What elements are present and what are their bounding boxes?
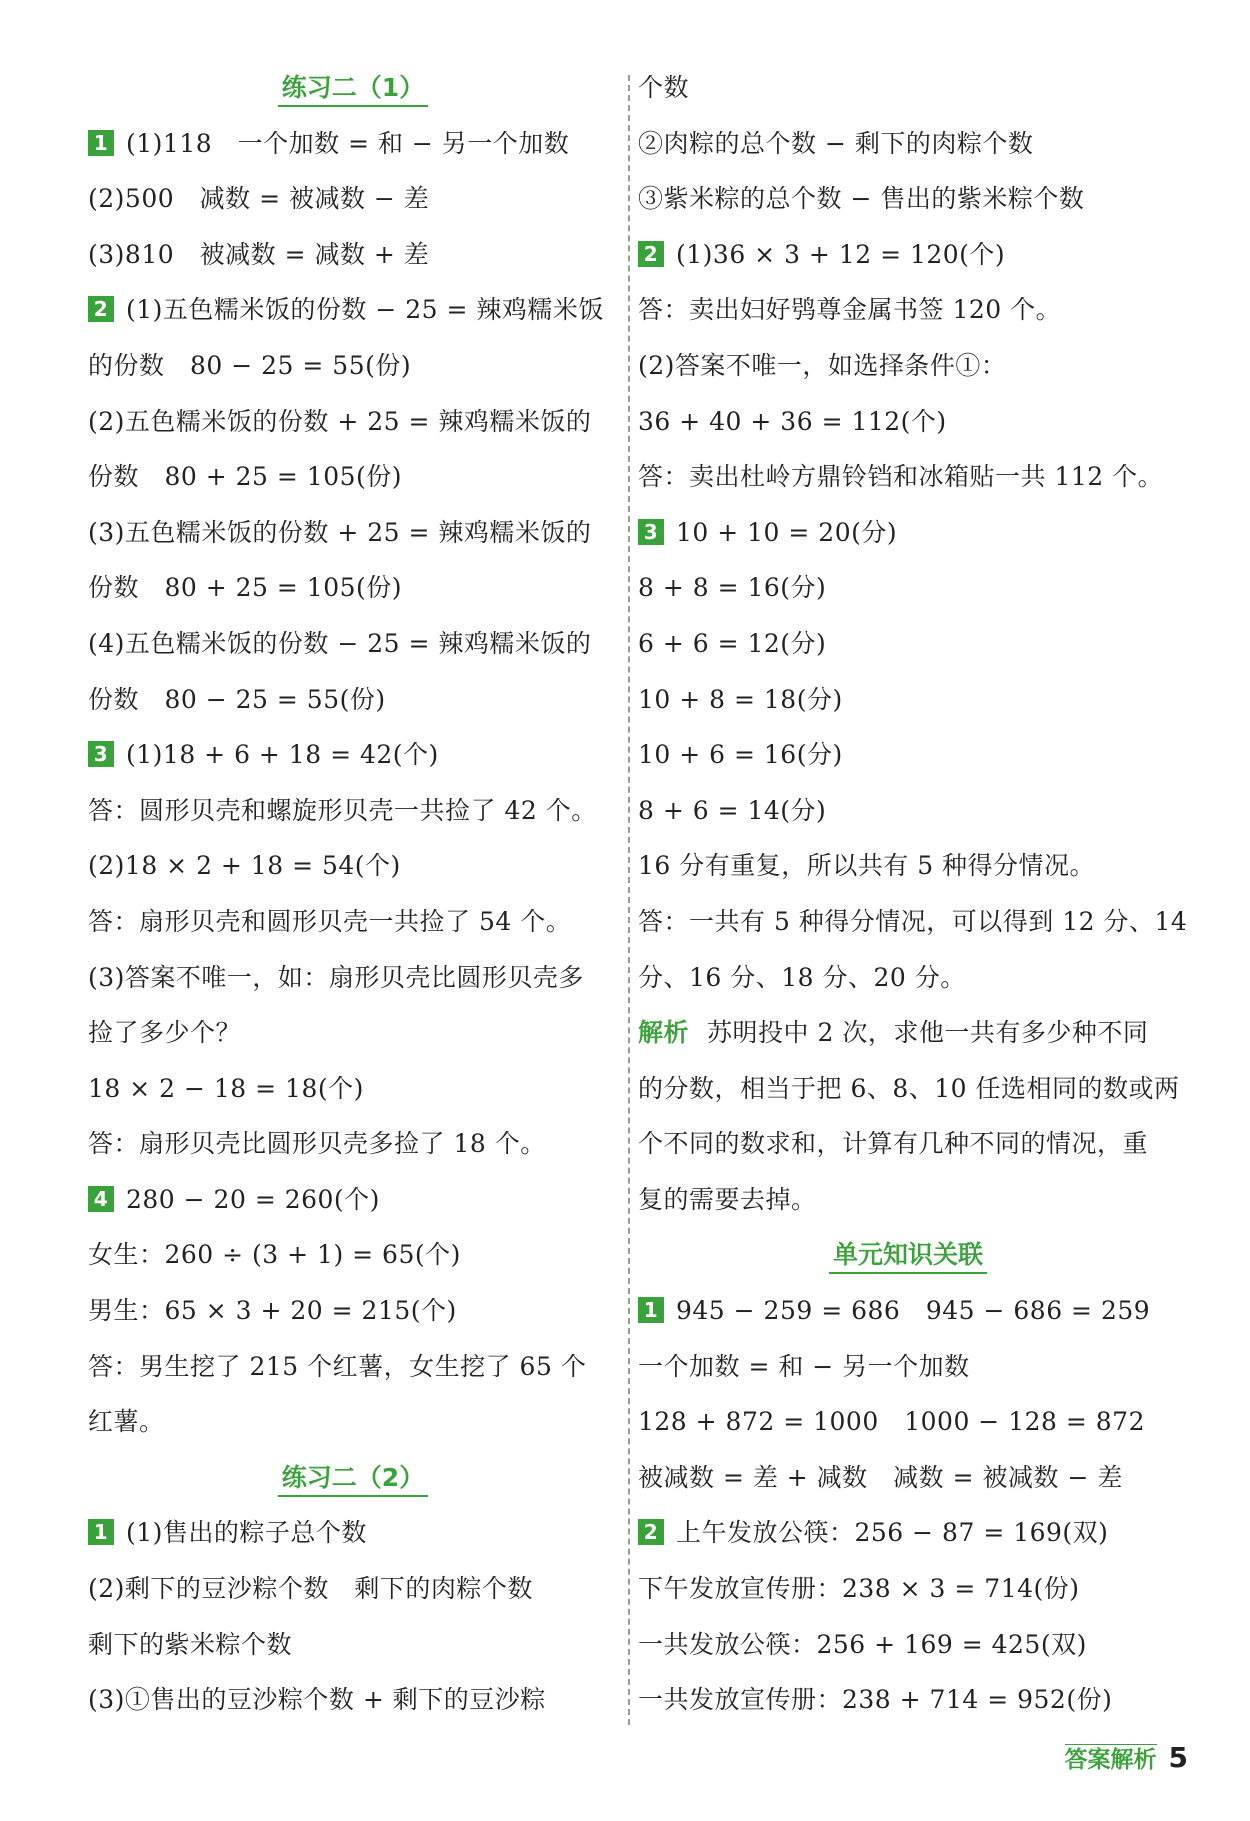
answer-line: (3)五色糯米饭的份数 + 25 = 辣鸡糯米饭的	[88, 517, 592, 547]
answer-line: 男生：65 × 3 + 20 = 215(个)	[88, 1296, 457, 1326]
question-badge: 1	[88, 130, 114, 156]
answer-line: 答：卖出妇好鸮尊金属书签 120 个。	[638, 295, 1062, 325]
answer-line: 剩下的紫米粽个数	[88, 1629, 293, 1659]
answer-line: 3 10 + 10 = 20(分)	[638, 505, 1178, 561]
answer-line: 1 (1)118 一个加数 = 和 − 另一个加数	[88, 116, 618, 172]
answer-line: 2 上午发放公筷：256 − 87 = 169(双)	[638, 1505, 1178, 1561]
answer-line: 份数 80 + 25 = 105(份)	[88, 573, 403, 603]
question-badge: 2	[88, 296, 114, 322]
answer-line: (2)五色糯米饭的份数 + 25 = 辣鸡糯米饭的	[88, 406, 592, 436]
answer-line: 4 280 − 20 = 260(个)	[88, 1172, 618, 1228]
question-badge: 1	[88, 1519, 114, 1545]
answer-line: 份数 80 + 25 = 105(份)	[88, 462, 403, 492]
answer-line: (4)五色糯米饭的份数 − 25 = 辣鸡糯米饭的	[88, 628, 592, 658]
question-badge: 3	[638, 519, 664, 545]
answer-line: 答：一共有 5 种得分情况，可以得到 12 分、14	[638, 906, 1188, 936]
answer-line: 答：扇形贝壳比圆形贝壳多捡了 18 个。	[88, 1129, 546, 1159]
answer-line: 答：圆形贝壳和螺旋形贝壳一共捡了 42 个。	[88, 795, 597, 825]
answer-line: 下午发放宣传册：238 × 3 = 714(份)	[638, 1574, 1080, 1604]
answer-line: 1 (1)售出的粽子总个数	[88, 1505, 618, 1561]
answer-line: 36 + 40 + 36 = 112(个)	[638, 406, 947, 436]
analysis-line: 的分数，相当于把 6、8、10 任选相同的数或两	[638, 1073, 1180, 1103]
answer-line: 1 945 − 259 = 686 945 − 686 = 259	[638, 1283, 1178, 1339]
answer-line: (2)500 减数 = 被减数 − 差	[88, 184, 430, 214]
analysis-line: 个不同的数求和，计算有几种不同的情况，重	[638, 1129, 1149, 1159]
answer-line: 10 + 8 = 18(分)	[638, 684, 843, 714]
question-badge: 2	[638, 241, 664, 267]
page-footer	[1065, 1738, 1188, 1778]
answer-line: 8 + 6 = 14(分)	[638, 795, 827, 825]
answer-line: 2 (1)36 × 3 + 12 = 120(个)	[638, 227, 1178, 283]
question-badge: 2	[638, 1519, 664, 1545]
answer-line: 答：男生挖了 215 个红薯，女生挖了 65 个	[88, 1351, 587, 1381]
answer-line: 答：卖出杜岭方鼎铃铛和冰箱贴一共 112 个。	[638, 462, 1164, 492]
answer-line: (3)810 被减数 = 减数 + 差	[88, 239, 430, 269]
answer-line: 18 × 2 − 18 = 18(个)	[88, 1073, 364, 1103]
answer-line: (3)答案不唯一，如：扇形贝壳比圆形贝壳多	[88, 962, 584, 992]
answer-line: 答：扇形贝壳和圆形贝壳一共捡了 54 个。	[88, 906, 572, 936]
analysis-line: 解析 苏明投中 2 次，求他一共有多少种不同	[638, 1018, 1149, 1048]
answer-line: (2)答案不唯一，如选择条件①：	[638, 350, 1007, 380]
answer-line: 一共发放公筷：256 + 169 = 425(双)	[638, 1629, 1087, 1659]
answer-line: 一共发放宣传册：238 + 714 = 952(份)	[638, 1685, 1113, 1715]
footer-label: 答案解析	[1065, 1744, 1157, 1773]
answer-line: 2 (1)五色糯米饭的份数 − 25 = 辣鸡糯米饭	[88, 282, 618, 338]
section-title: 练习二（1）	[88, 60, 618, 116]
section-title: 单元知识关联	[638, 1227, 1178, 1283]
right-column	[638, 60, 1188, 1728]
answer-line: (2)剩下的豆沙粽个数 剩下的肉粽个数	[88, 1574, 533, 1604]
answer-line: 10 + 6 = 16(分)	[638, 740, 843, 770]
analysis-label: 解析	[638, 1018, 690, 1048]
answer-line: 份数 80 − 25 = 55(份)	[88, 684, 386, 714]
page-number: 5	[1168, 1741, 1188, 1774]
section-title: 练习二（2）	[88, 1450, 618, 1506]
left-column	[88, 60, 618, 1728]
answer-line: 个数	[638, 73, 690, 102]
column-divider	[628, 75, 630, 1725]
answer-line: 的份数 80 − 25 = 55(份)	[88, 350, 412, 380]
answer-line: 捡了多少个？	[88, 1018, 242, 1048]
answer-line: ②肉粽的总个数 − 剩下的肉粽个数	[638, 128, 1034, 158]
answer-line: 3 (1)18 + 6 + 18 = 42(个)	[88, 727, 618, 783]
answer-line: 16 分有重复，所以共有 5 种得分情况。	[638, 851, 1096, 881]
question-badge: 4	[88, 1186, 114, 1212]
question-badge: 1	[638, 1297, 664, 1323]
answer-line: 女生：260 ÷ (3 + 1) = 65(个)	[88, 1240, 461, 1270]
analysis-line: 复的需要去掉。	[638, 1184, 817, 1214]
answer-line: 128 + 872 = 1000 1000 − 128 = 872	[638, 1407, 1145, 1437]
answer-line: (2)18 × 2 + 18 = 54(个)	[88, 851, 401, 881]
answer-line: 分、16 分、18 分、20 分。	[638, 962, 966, 992]
answer-line: ③紫米粽的总个数 − 售出的紫米粽个数	[638, 184, 1085, 214]
answer-line: 红薯。	[88, 1407, 165, 1437]
answer-line: 被减数 = 差 + 减数 减数 = 被减数 − 差	[638, 1462, 1123, 1492]
answer-line: (3)①售出的豆沙粽个数 + 剩下的豆沙粽	[88, 1685, 546, 1715]
question-badge: 3	[88, 741, 114, 767]
answer-line: 一个加数 = 和 − 另一个加数	[638, 1351, 970, 1381]
answer-line: 8 + 8 = 16(分)	[638, 573, 827, 603]
answer-line: 6 + 6 = 12(分)	[638, 628, 827, 658]
